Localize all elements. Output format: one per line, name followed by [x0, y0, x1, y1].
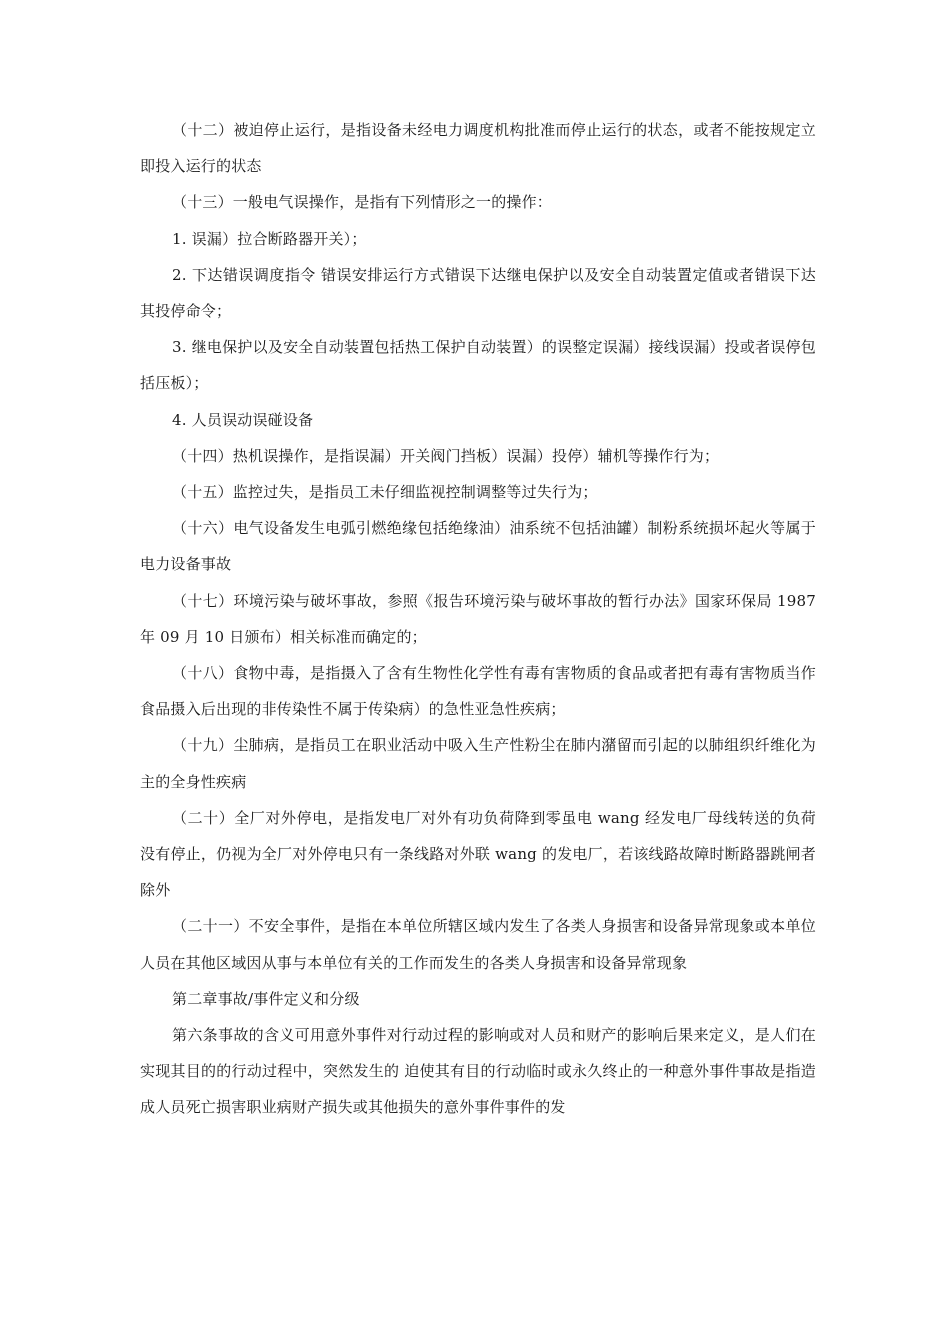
paragraph-13: （十三）一般电气误操作，是指有下列情形之一的操作： — [172, 193, 553, 212]
paragraph-18: （十八）食物中毒，是指摄入了含有生物性化学性有毒有害物质的食品或者把有毒有害物质当作食品摄入后出现的非传染性不属于传染病）的急性亚急性疾病； — [140, 664, 816, 719]
paragraph-16: （十六）电气设备发生电弧引燃绝缘包括绝缘油）油系统不包括油罐）制粉系统损坏起火等属于电力设备事故 — [140, 519, 816, 574]
article-6: 第六条事故的含义可用意外事件对行动过程的影响或对人员和财产的影响后果来定义，是人们在实现其目的的行动过程中，突然发生的 迫使其有目的行动临时或永久终止的一种意外事件事故是指造成人员死亡损害职业病财产损失或其他损失的意外事件事件的发 — [140, 1026, 816, 1117]
paragraph-17: （十七）环境污染与破坏事故，参照《报告环境污染与破坏事故的暂行办法》国家环保局 1987 年 09 月 10 日颁布）相关标准而确定的； — [140, 591, 816, 646]
paragraph-15: （十五）监控过失，是指员工未仔细监视控制调整等过失行为； — [172, 483, 598, 502]
document-body — [140, 112, 816, 1126]
paragraph-21: （二十一）不安全事件，是指在本单位所辖区域内发生了各类人身损害和设备异常现象或本单位人员在其他区域因从事与本单位有关的工作而发生的各类人身损害和设备异常现象 — [140, 917, 816, 972]
list-item-4: 4. 人员误动误碰设备 — [172, 410, 314, 429]
paragraph-19: （十九）尘肺病，是指员工在职业活动中吸入生产性粉尘在肺内潴留而引起的以肺组织纤维化为主的全身性疾病 — [140, 736, 816, 791]
chapter-heading: 第二章事故/事件定义和分级 — [172, 989, 360, 1008]
paragraph-12: （十二）被迫停止运行，是指设备未经电力调度机构批准而停止运行的状态，或者不能按规定立即投入运行的状态 — [140, 121, 816, 176]
paragraph-20: （二十）全厂对外停电，是指发电厂对外有功负荷降到零虽电 wang 经发电厂母线转送的负荷没有停止，仍视为全厂对外停电只有一条线路对外联 wang 的发电厂，若该线路故障时断路器跳闸者除外 — [140, 808, 816, 900]
list-item-1: 1. 误漏）拉合断路器开关）； — [172, 229, 367, 248]
list-item-3: 3. 继电保护以及安全自动装置包括热工保护自动装置）的误整定误漏）接线误漏）投或者误停包括压板）； — [140, 338, 816, 393]
paragraph-14: （十四）热机误操作，是指误漏）开关阀门挡板）误漏）投停）辅机等操作行为； — [172, 446, 720, 465]
list-item-2: 2. 下达错误调度指令 错误安排运行方式错误下达继电保护以及安全自动装置定值或者错误下达其投停命令； — [140, 265, 816, 321]
